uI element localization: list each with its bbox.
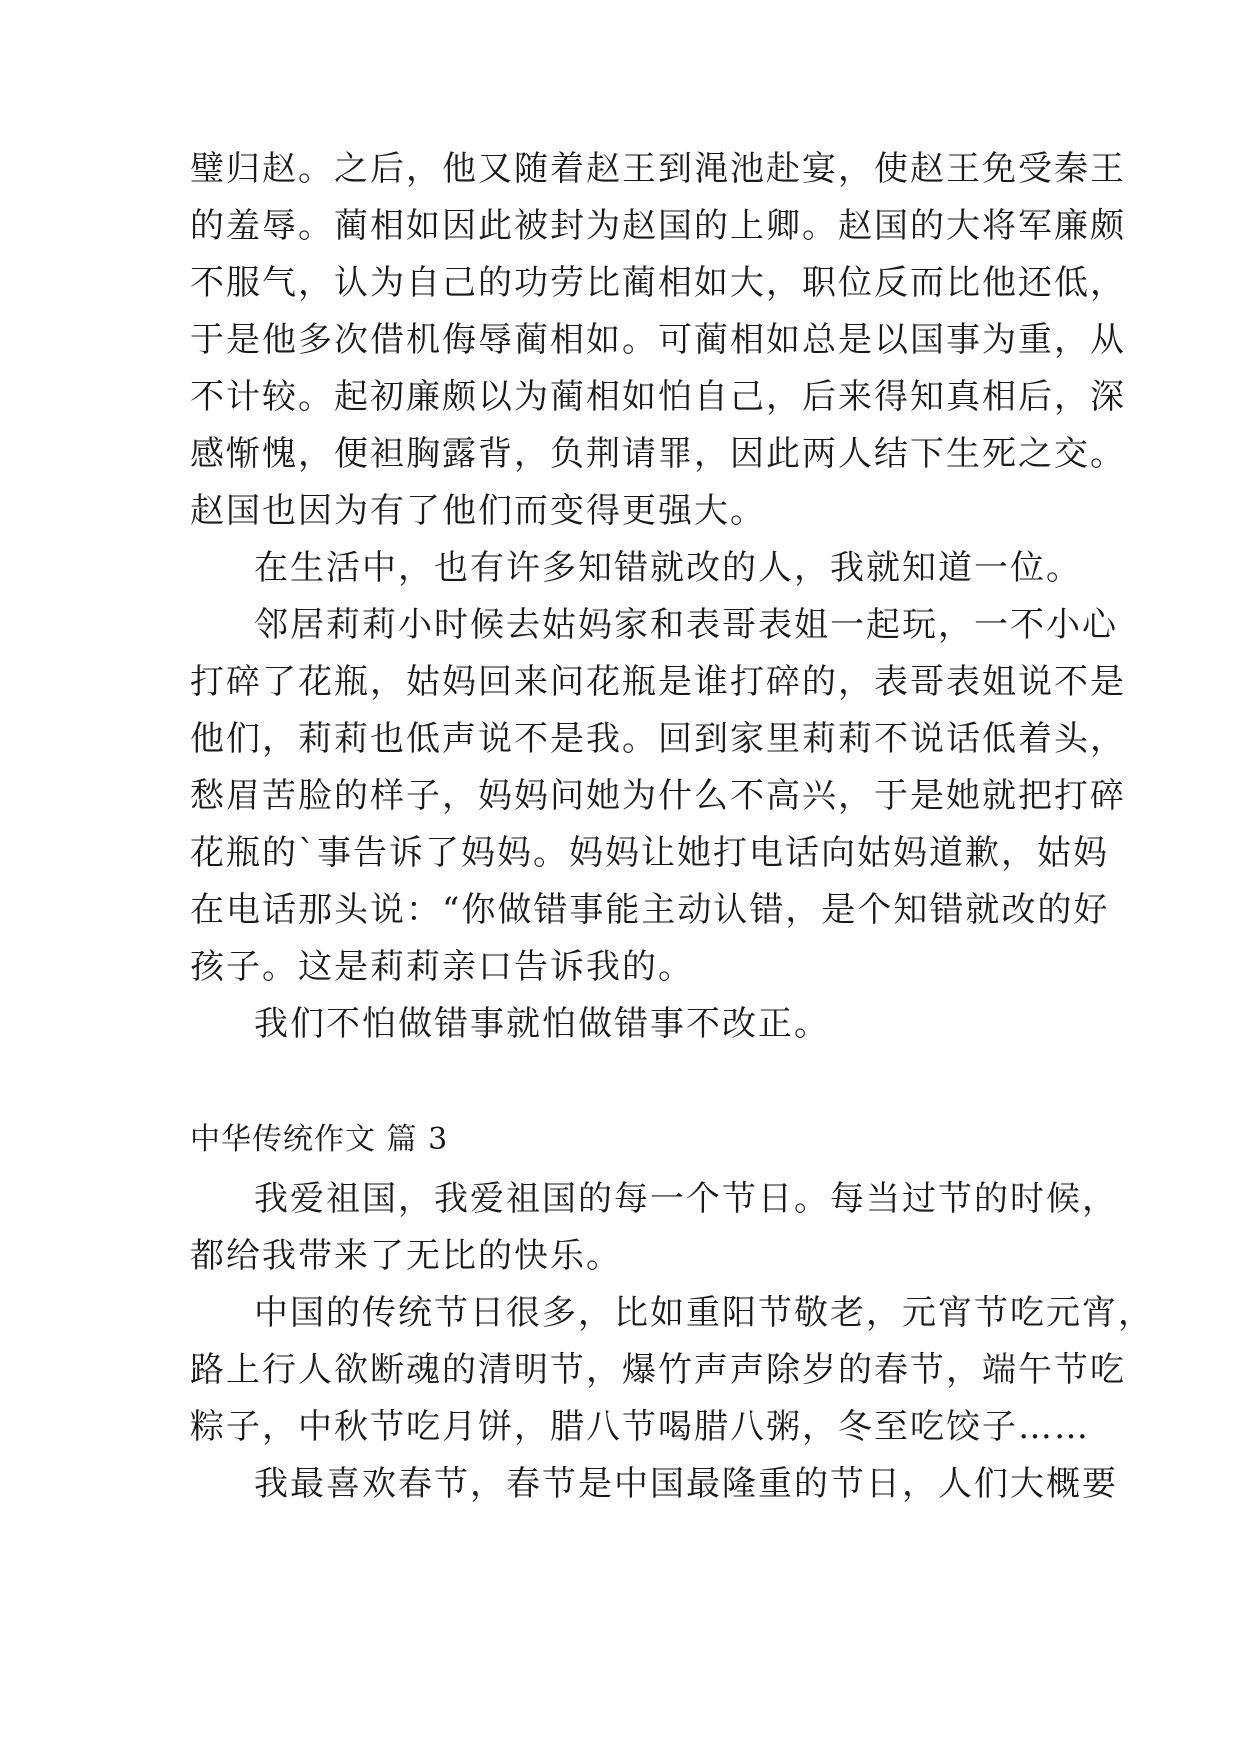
text-line: 在电话那头说：“你做错事能主动认错，是个知错就改的好 bbox=[190, 890, 1110, 930]
text-line: 不计较。起初廉颇以为蔺相如怕自己，后来得知真相后，深 bbox=[190, 377, 1126, 417]
text-line: 都给我带来了无比的快乐。 bbox=[190, 1236, 622, 1276]
text-line: 于是他多次借机侮辱蔺相如。可蔺相如总是以国事为重，从 bbox=[190, 320, 1126, 360]
paragraph-start-line: 我们不怕做错事就怕做错事不改正。 bbox=[254, 1004, 830, 1044]
text-line: 粽子，中秋节吃月饼，腊八节喝腊八粥，冬至吃饺子…… bbox=[190, 1407, 1090, 1447]
text-line: 愁眉苦脸的样子，妈妈问她为什么不高兴，于是她就把打碎 bbox=[190, 776, 1126, 816]
text-line: 不服气，认为自己的功劳比蔺相如大，职位反而比他还低， bbox=[190, 263, 1126, 303]
text-line: 打碎了花瓶，姑妈回来问花瓶是谁打碎的，表哥表姐说不是 bbox=[190, 662, 1126, 702]
text-line: 他们，莉莉也低声说不是我。回到家里莉莉不说话低着头， bbox=[190, 719, 1126, 759]
text-line: 的羞辱。蔺相如因此被封为赵国的上卿。赵国的大将军廉颇 bbox=[190, 206, 1126, 246]
paragraph-start-line: 中国的传统节日很多，比如重阳节敬老，元宵节吃元宵， bbox=[254, 1293, 1154, 1333]
text-line: 路上行人欲断魂的清明节，爆竹声声除岁的春节，端午节吃 bbox=[190, 1350, 1126, 1390]
paragraph-start-line: 在生活中，也有许多知错就改的人，我就知道一位。 bbox=[254, 548, 1082, 588]
paragraph-start-line: 邻居莉莉小时候去姑妈家和表哥表姐一起玩，一不小心 bbox=[254, 605, 1118, 645]
text-line: 感惭愧，便袒胸露背，负荆请罪，因此两人结下生死之交。 bbox=[190, 434, 1126, 474]
text-line: 花瓶的`事告诉了妈妈。妈妈让她打电话向姑妈道歉，姑妈 bbox=[190, 833, 1109, 873]
section-title: 中华传统作文 篇 3 bbox=[190, 1122, 449, 1157]
paragraph-start-line: 我爱祖国，我爱祖国的每一个节日。每当过节的时候， bbox=[254, 1179, 1118, 1219]
text-line: 孩子。这是莉莉亲口告诉我的。 bbox=[190, 947, 694, 987]
text-line: 赵国也因为有了他们而变得更强大。 bbox=[190, 491, 766, 531]
paragraph-start-line: 我最喜欢春节，春节是中国最隆重的节日，人们大概要 bbox=[254, 1464, 1118, 1504]
text-line: 璧归赵。之后，他又随着赵王到渑池赴宴，使赵王免受秦王 bbox=[190, 149, 1126, 189]
